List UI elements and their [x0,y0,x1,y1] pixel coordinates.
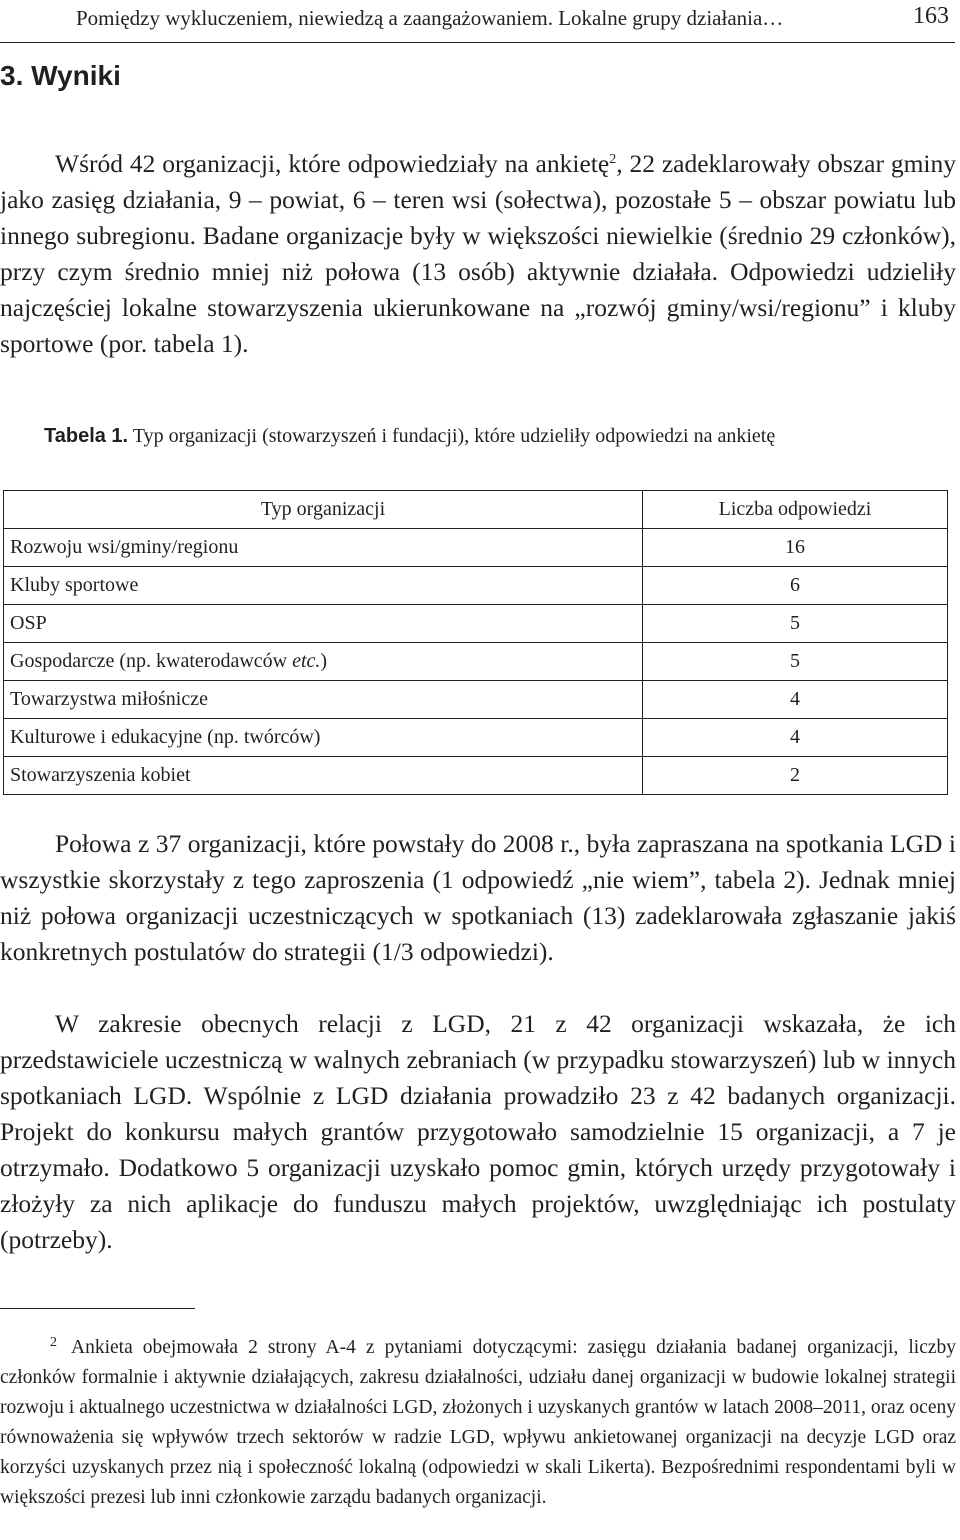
table-row [4,681,948,719]
column-header-count: Liczba odpowiedzi [643,491,948,529]
footnote-mark: 2 [50,1335,57,1350]
footnote [0,1333,956,1513]
organization-type-cell: OSP [4,605,643,643]
column-header-type: Typ organizacji [4,491,643,529]
paragraph-lgd-relations [0,1006,956,1258]
organization-type-cell [4,643,643,681]
response-count-cell: 2 [643,757,948,795]
table-row [4,643,948,681]
section-heading: 3. Wyniki [0,60,121,91]
running-head [0,0,955,43]
table-row [4,567,948,605]
response-count-cell: 5 [643,643,948,681]
paragraph-text-wrap [0,146,956,362]
response-count-cell: 16 [643,529,948,567]
response-count-cell: 5 [643,605,948,643]
paragraph-text: Połowa z 37 organizacji, które powstały do 2008 r., była zapraszana na spotkania LGD i wszystkie skorzystały z tego zaproszenia (1 odpowiedź „nie wiem”, tabela 2). Jednak mniej niż połowa organizacji uczestniczących w spotkaniach (13) zadeklarowała zgłaszanie jakiś konkretnych postulatów do strategii (1/3 odpowiedzi). [0,829,956,966]
table-row [4,757,948,795]
footnote-divider [0,1308,195,1309]
running-title: Pomiędzy wykluczeniem, niewiedzą a zaangażowaniem. Lokalne grupy działania… [76,6,784,30]
organization-type-text-end: ) [320,650,328,672]
response-count-cell: 4 [643,681,948,719]
organization-type-italic: etc. [292,650,321,672]
response-count-cell: 6 [643,567,948,605]
table-caption [44,425,775,448]
table-caption-text: Typ organizacji (stowarzyszeń i fundacji), które udzieliły odpowiedzi na ankietę [132,425,776,447]
table-caption-label: Tabela 1. [44,425,129,447]
organization-type-cell: Kulturowe i edukacyjne (np. twórców) [4,719,643,757]
table-header-row [4,491,948,529]
organization-type-text: Gospodarcze (np. kwaterodawców [10,650,293,672]
paragraph-text-continued: , 22 zadeklarowały obszar gminy jako zasięg działania, 9 – powiat, 6 – teren wsi (sołectwa), pozostałe 5 – obszar powiatu lub innego subregionu. Badane organizacje były w większości niewielkie (średnio 29 członków), przy czym średnio mniej niż połowa (13 osób) aktywnie działała. Odpowiedzi udzieliły najczęściej lokalne stowarzyszenia ukierunkowane na „rozwój gminy/wsi/regionu” i kluby sportowe (por. tabela 1). [0,149,956,358]
paragraph-text: W zakresie obecnych relacji z LGD, 21 z 42 organizacji wskazała, że ich przedstawiciele uczestniczą w walnych zebraniach (w przypadku stowarzyszeń) lub w innych spotkaniach LGD. Wspólnie z LGD działania prowadziło 23 z 42 badanych organizacji. Projekt do konkursu małych grantów przygotowało samodzielnie 15 organizacji, a 7 je otrzymało. Dodatkowo 5 organizacji uzyskało pomoc gmin, których urzędy przygotowały i złożyły za nich aplikacje do funduszu małych projektów, uwzględniając ich postulaty (potrzeby). [0,1009,956,1254]
organization-type-cell: Towarzystwa miłośnicze [4,681,643,719]
paragraph-lgd-meetings [0,826,956,970]
organization-type-cell: Kluby sportowe [4,567,643,605]
paragraph-results-intro [0,146,956,362]
table-row [4,529,948,567]
page-number: 163 [913,3,949,29]
footnote-reference[interactable]: 2 [609,152,617,167]
organization-type-cell: Stowarzyszenia kobiet [4,757,643,795]
organization-type-cell: Rozwoju wsi/gminy/regionu [4,529,643,567]
footnote-text: Ankieta obejmowała 2 strony A-4 z pytaniami dotyczącymi: zasięgu działania badanej organizacji, liczby członków formalnie i aktywnie działających, zakresu działalności, udziału danej organizacji w budowie lokalnej strategii rozwoju i aktualnego uczestnictwa w działalności LGD, złożonych i uzyskanych grantów w latach 2008–2011, oraz oceny równoważenia się wpływów trzech sektorów w radzie LGD, wpływu ankietowanej organizacji na decyzje LGD oraz korzyści uzyskanych przez nią i społeczność lokalną (odpowiedzi w skali Likerta). Bezpośrednimi respondentami byli w większości prezesi lub inni członkowie zarządu badanych organizacji. [0,1337,956,1508]
response-count-cell: 4 [643,719,948,757]
organization-type-table [3,490,948,795]
footnote-text-wrap [0,1333,956,1513]
table-row [4,605,948,643]
paragraph-text: Wśród 42 organizacji, które odpowiedziały na ankietę [55,149,610,178]
table-row [4,719,948,757]
